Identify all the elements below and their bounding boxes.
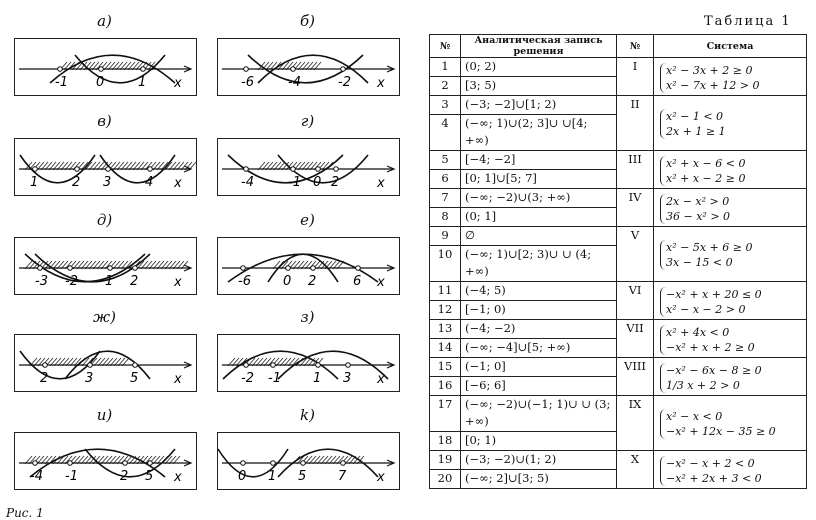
header-system: Система: [654, 35, 807, 58]
root-point: [99, 67, 104, 72]
root-point: [301, 461, 306, 466]
row-solution: [0; 1): [461, 432, 617, 451]
row-solution: (−4; −2): [461, 320, 617, 339]
system-number: VIII: [617, 358, 654, 396]
panel-label: и): [96, 406, 113, 424]
graph-panel: [14, 138, 197, 196]
tick-label: 1: [268, 469, 277, 484]
table-row: [430, 282, 807, 301]
tick-label: -1: [288, 175, 301, 190]
system-brace: [660, 456, 804, 486]
graph-svg: [218, 433, 399, 489]
tick-label: 6: [353, 274, 362, 289]
tick-label: 3: [343, 371, 352, 386]
row-solution: [−1; 0): [461, 301, 617, 320]
system-cell: [654, 451, 807, 489]
panel-label: д): [96, 211, 113, 229]
header-solution: Аналитическая запись решения: [461, 35, 617, 58]
x-axis-label: x: [174, 76, 182, 91]
graph-svg: [15, 39, 196, 95]
graph-panel: [217, 38, 400, 96]
tick-label: 2: [72, 175, 81, 190]
row-number: 7: [430, 189, 461, 208]
graph-panel: [217, 237, 400, 295]
graph-svg: [15, 139, 196, 195]
tick-label: -2: [65, 274, 78, 289]
system-inequality: x² − 7x + 12 > 0: [666, 78, 760, 92]
root-point: [346, 363, 351, 368]
row-number: 16: [430, 377, 461, 396]
system-number: IV: [617, 189, 654, 227]
panel-label: в): [97, 112, 112, 130]
row-number: 3: [430, 96, 461, 115]
system-inequality: x² + x − 2 ≥ 0: [666, 171, 746, 185]
row-solution: (−∞; 1)∪[2; 3)∪ ∪ (4; +∞): [461, 246, 617, 282]
root-point: [75, 167, 80, 172]
system-inequality: 36 − x² > 0: [666, 209, 731, 223]
row-number: 2: [430, 77, 461, 96]
system-inequality: 3x − 15 < 0: [666, 256, 733, 269]
graph-panel: [14, 432, 197, 490]
row-solution: (−∞; −2)∪(3; +∞): [461, 189, 617, 208]
system-inequality: −x² + 12x − 35 ≥ 0: [666, 425, 776, 438]
root-point: [334, 167, 339, 172]
system-number: X: [617, 451, 654, 489]
x-axis-label: x: [174, 372, 182, 387]
root-point: [43, 363, 48, 368]
table-row: [430, 151, 807, 170]
root-point: [123, 461, 128, 466]
x-axis-label: x: [377, 176, 385, 191]
tick-label: 5: [298, 469, 307, 484]
panel-label: k): [300, 406, 315, 424]
graph-panel: [14, 237, 197, 295]
tick-label: -2: [338, 75, 351, 90]
tick-label: 4: [145, 175, 154, 190]
system-cell: [654, 358, 807, 396]
row-solution: [−6; 6]: [461, 377, 617, 396]
system-brace: [660, 325, 804, 355]
system-brace: [660, 109, 804, 139]
root-point: [316, 167, 321, 172]
graph-panel: [217, 334, 400, 392]
system-number: VII: [617, 320, 654, 358]
panel-label: е): [300, 211, 315, 229]
tick-label: 5: [130, 371, 139, 386]
tick-label: 1: [313, 371, 322, 386]
root-point: [286, 266, 291, 271]
table-row: [430, 189, 807, 208]
tick-label: 1: [30, 175, 39, 190]
row-solution: (−3; −2]∪[1; 2): [461, 96, 617, 115]
tick-label: 0: [313, 175, 322, 190]
tick-label: -4: [30, 469, 43, 484]
system-cell: [654, 58, 807, 96]
x-axis-label: x: [377, 470, 385, 485]
system-cell: [654, 320, 807, 358]
root-point: [33, 167, 38, 172]
root-point: [68, 461, 73, 466]
root-point: [241, 461, 246, 466]
tick-label: -6: [238, 274, 251, 289]
root-point: [291, 167, 296, 172]
root-point: [316, 363, 321, 368]
root-point: [341, 67, 346, 72]
x-axis-label: x: [174, 176, 182, 191]
row-solution: [0; 1]∪[5; 7]: [461, 170, 617, 189]
row-solution: (−1; 0]: [461, 358, 617, 377]
row-solution: ∅: [461, 227, 617, 246]
root-point: [244, 363, 249, 368]
table-row: [430, 227, 807, 246]
system-inequality: 1/3 x + 2 > 0: [666, 378, 740, 392]
root-point: [141, 67, 146, 72]
system-inequality: x² − 5x + 6 ≥ 0: [666, 241, 753, 254]
graph-svg: [218, 238, 399, 294]
tick-label: -4: [241, 175, 254, 190]
root-point: [341, 461, 346, 466]
root-point: [88, 363, 93, 368]
row-number: 17: [430, 396, 461, 432]
row-number: 15: [430, 358, 461, 377]
row-solution: (0; 2): [461, 58, 617, 77]
table-row: [430, 58, 807, 77]
system-inequality: x² + 4x < 0: [666, 325, 730, 339]
root-point: [244, 167, 249, 172]
system-cell: [654, 96, 807, 151]
system-inequality: x² − 1 < 0: [666, 110, 724, 123]
root-point: [148, 167, 153, 172]
panel-label: з): [300, 308, 315, 326]
row-number: 19: [430, 451, 461, 470]
graph-svg: [15, 335, 196, 391]
tick-label: -6: [241, 75, 254, 90]
table-row: [430, 358, 807, 377]
tick-label: 2: [40, 371, 49, 386]
x-axis-label: x: [377, 275, 385, 290]
x-axis-label: x: [174, 275, 182, 290]
system-inequality: 2x − x² > 0: [666, 194, 730, 208]
tick-label: -3: [35, 274, 48, 289]
tick-label: 0: [238, 469, 247, 484]
row-solution: (0; 1]: [461, 208, 617, 227]
tick-label: 7: [338, 469, 347, 484]
row-number: 12: [430, 301, 461, 320]
root-point: [271, 363, 276, 368]
graph-svg: [218, 335, 399, 391]
row-solution: (−∞; 2]∪[3; 5): [461, 470, 617, 489]
system-inequality: −x² + x + 20 ≤ 0: [666, 287, 762, 301]
tick-label: -4: [288, 75, 301, 90]
root-point: [271, 461, 276, 466]
root-point: [133, 363, 138, 368]
system-number: III: [617, 151, 654, 189]
header-sys-num: №: [617, 35, 654, 58]
row-number: 13: [430, 320, 461, 339]
root-point: [291, 67, 296, 72]
x-axis-label: x: [377, 372, 385, 387]
system-number: V: [617, 227, 654, 282]
root-point: [311, 266, 316, 271]
row-number: 20: [430, 470, 461, 489]
tick-label: 2: [308, 274, 317, 289]
system-cell: [654, 189, 807, 227]
panel-label: а): [97, 12, 112, 30]
system-inequality: x² − 3x + 2 ≥ 0: [666, 63, 753, 77]
system-inequality: x² − x < 0: [666, 410, 723, 423]
system-brace: [660, 156, 804, 186]
row-number: 6: [430, 170, 461, 189]
row-solution: (−∞; −4]∪[5; +∞): [461, 339, 617, 358]
system-brace: [660, 363, 804, 393]
system-brace: [660, 240, 804, 270]
graph-panel: [14, 38, 197, 96]
row-number: 8: [430, 208, 461, 227]
panel-label: ж): [93, 308, 116, 326]
root-point: [133, 266, 138, 271]
tick-label: 0: [283, 274, 292, 289]
system-number: I: [617, 58, 654, 96]
table-caption: Таблица 1: [704, 14, 792, 29]
system-inequality: 2x + 1 ≥ 1: [666, 125, 726, 138]
root-point: [58, 67, 63, 72]
root-point: [148, 461, 153, 466]
system-number: VI: [617, 282, 654, 320]
root-point: [33, 461, 38, 466]
tick-label: 1: [105, 274, 114, 289]
system-brace: [660, 194, 804, 224]
system-cell: [654, 151, 807, 189]
header-num: №: [430, 35, 461, 58]
tick-label: 3: [85, 371, 94, 386]
graph-panel: [217, 432, 400, 490]
row-solution: (−∞; 1)∪(2; 3]∪ ∪[4; +∞): [461, 115, 617, 151]
tick-label: 2: [120, 469, 129, 484]
row-solution: (−∞; −2)∪(−1; 1)∪ ∪ (3; +∞): [461, 396, 617, 432]
tick-label: -1: [65, 469, 78, 484]
system-number: II: [617, 96, 654, 151]
tick-label: 1: [138, 75, 147, 90]
table-row: [430, 451, 807, 470]
table-row: [430, 96, 807, 115]
system-number: IX: [617, 396, 654, 451]
graph-panel: [14, 334, 197, 392]
tick-label: 2: [331, 175, 340, 190]
system-inequality: x² + x − 6 < 0: [666, 156, 746, 170]
system-inequality: −x² + 2x + 3 < 0: [666, 471, 762, 485]
system-brace: [660, 287, 804, 317]
row-solution: (−4; 5): [461, 282, 617, 301]
system-inequality: x² − x − 2 > 0: [666, 302, 746, 316]
tick-label: -2: [241, 371, 254, 386]
table-body: [430, 58, 807, 489]
system-brace: [660, 63, 804, 93]
tick-label: 3: [103, 175, 112, 190]
system-cell: [654, 282, 807, 320]
system-inequality: −x² − 6x − 8 ≥ 0: [666, 363, 762, 377]
tick-label: 2: [130, 274, 139, 289]
system-cell: [654, 227, 807, 282]
graph-svg: [15, 433, 196, 489]
table-header-row: [430, 35, 807, 58]
x-axis-label: x: [377, 76, 385, 91]
tick-label: 5: [145, 469, 154, 484]
solutions-table: [429, 34, 807, 489]
root-point: [241, 266, 246, 271]
panel-label: г): [300, 112, 315, 130]
row-number: 9: [430, 227, 461, 246]
root-point: [108, 266, 113, 271]
panel-label: б): [299, 12, 315, 30]
row-number: 5: [430, 151, 461, 170]
x-axis-label: x: [174, 470, 182, 485]
table-row: [430, 396, 807, 432]
tick-label: -1: [268, 371, 281, 386]
system-cell: [654, 396, 807, 451]
row-number: 14: [430, 339, 461, 358]
table-row: [430, 320, 807, 339]
row-number: 18: [430, 432, 461, 451]
tick-label: -1: [55, 75, 68, 90]
system-brace: [660, 409, 804, 439]
graph-svg: [218, 39, 399, 95]
row-number: 10: [430, 246, 461, 282]
row-number: 1: [430, 58, 461, 77]
figure-caption: Рис. 1: [6, 506, 44, 520]
row-number: 11: [430, 282, 461, 301]
system-inequality: −x² − x + 2 < 0: [666, 456, 755, 470]
root-point: [106, 167, 111, 172]
tick-label: 0: [96, 75, 105, 90]
row-solution: [−4; −2]: [461, 151, 617, 170]
system-inequality: −x² + x + 2 ≥ 0: [666, 340, 755, 354]
graph-svg: [218, 139, 399, 195]
root-point: [68, 266, 73, 271]
graph-panel: [217, 138, 400, 196]
row-solution: [3; 5): [461, 77, 617, 96]
graph-svg: [15, 238, 196, 294]
root-point: [38, 266, 43, 271]
row-number: 4: [430, 115, 461, 151]
root-point: [244, 67, 249, 72]
root-point: [356, 266, 361, 271]
row-solution: (−3; −2)∪(1; 2): [461, 451, 617, 470]
